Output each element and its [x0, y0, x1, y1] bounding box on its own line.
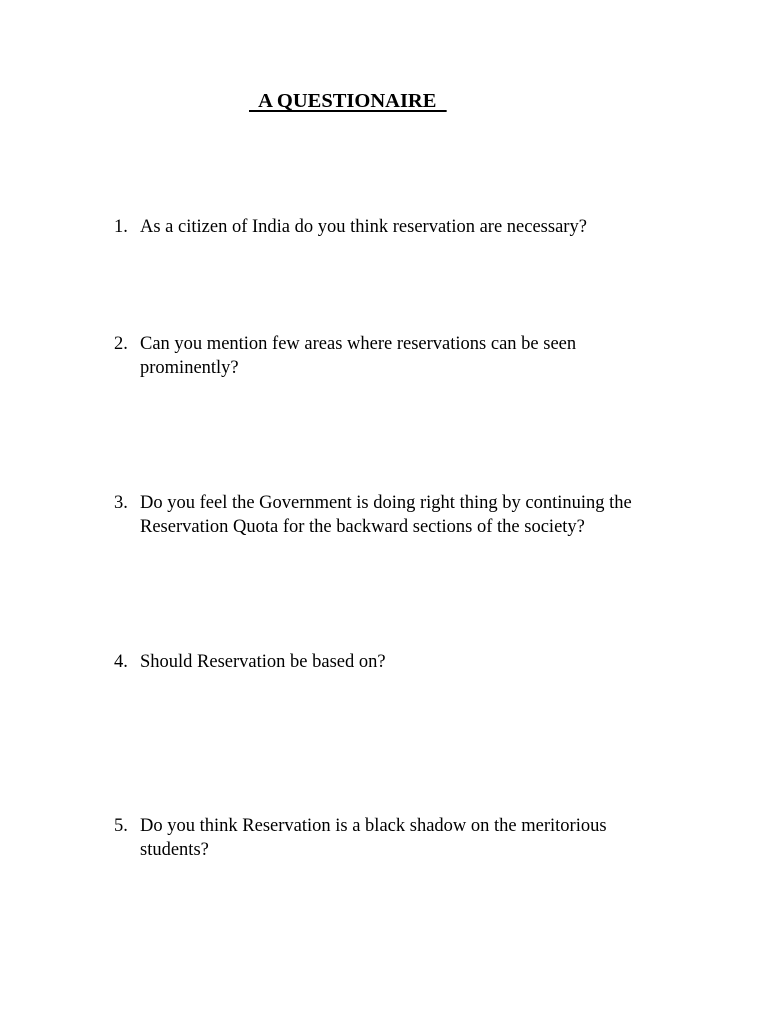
- question-text: Do you feel the Government is doing right thing by continuing the Reservation Quota for the backward sections of the society?: [140, 493, 632, 537]
- document-title: A QUESTIONAIRE: [249, 90, 447, 112]
- question-item-1: [114, 215, 674, 239]
- question-number: 5.: [114, 816, 128, 836]
- question-number: 4.: [114, 652, 128, 672]
- question-item-4: [114, 650, 674, 674]
- question-text: Can you mention few areas where reservations can be seen prominently?: [140, 334, 577, 378]
- question-number: 3.: [114, 493, 128, 513]
- question-item-2: [114, 332, 674, 380]
- question-number: 2.: [114, 334, 128, 354]
- question-text: As a citizen of India do you think reservation are necessary?: [140, 217, 587, 237]
- question-text: Should Reservation be based on?: [140, 652, 386, 672]
- question-text: Do you think Reservation is a black shadow on the meritorious students?: [140, 816, 607, 860]
- question-item-5: [114, 814, 674, 862]
- question-item-3: [114, 491, 674, 539]
- question-number: 1.: [114, 217, 128, 237]
